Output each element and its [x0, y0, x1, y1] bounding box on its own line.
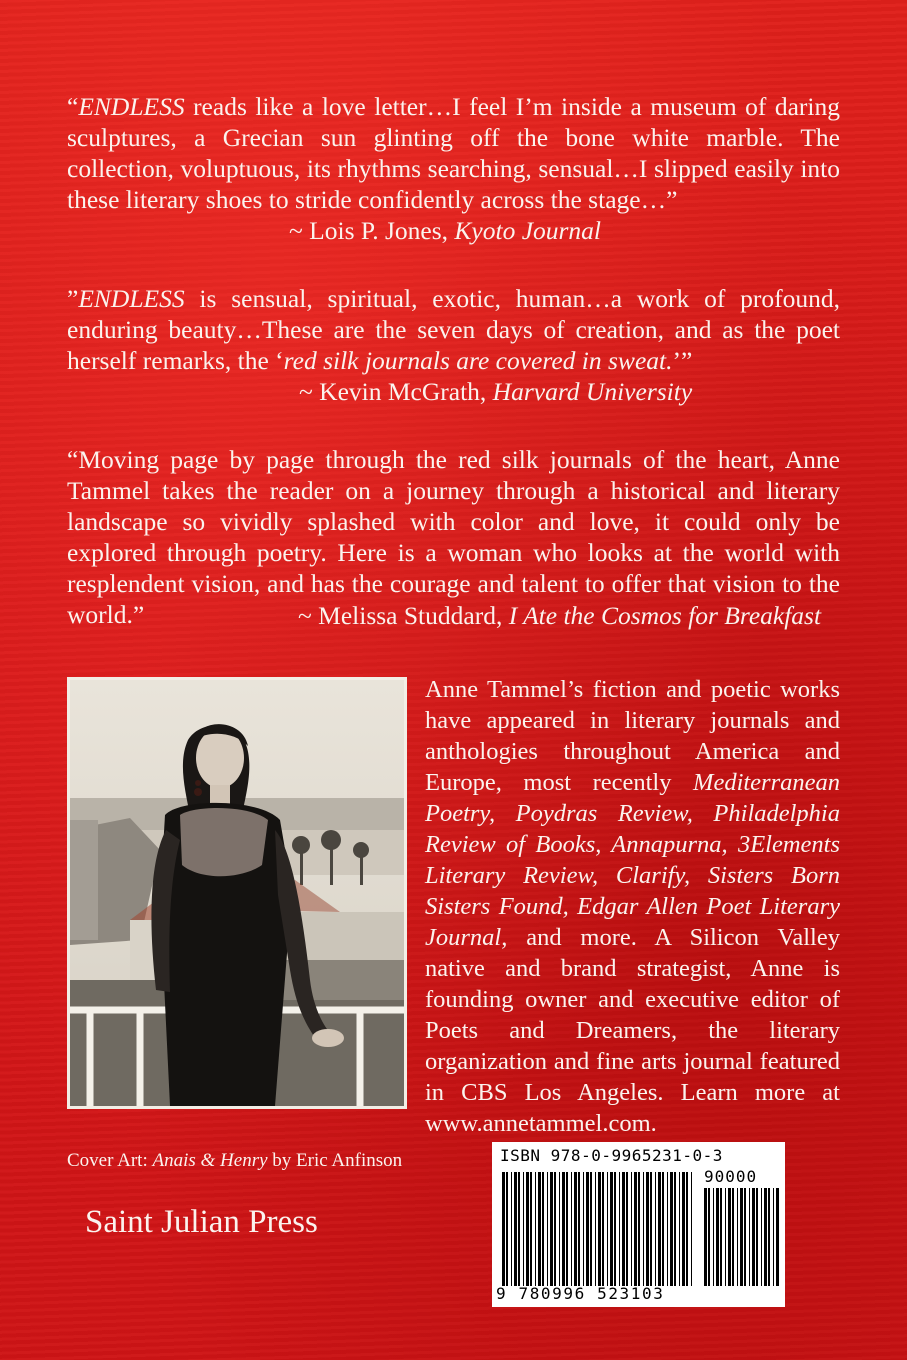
text-run: is sensual, spiritual, exotic, human…a work of profound, enduring beauty…These are the seven days of creation, and as the poet herself remarks, the ‘	[67, 284, 840, 375]
author-bio	[425, 674, 840, 1139]
review-attribution-2: ~ Kevin McGrath, Harvard University	[299, 377, 693, 406]
review-attribution-1: ~ Lois P. Jones, Kyoto Journal	[289, 216, 602, 245]
price-code: 90000	[704, 1167, 758, 1186]
text-run: reads like a love letter…I feel I’m inside a museum of daring sculptures, a Grecian sun glinting off the bone white marble. The collection, voluptuous, its rhythms searching, sensual…I slipped easily into these literary shoes to stride confidently across the stage…”	[67, 92, 840, 214]
review-attribution-3: ~ Melissa Studdard, I Ate the Cosmos for Breakfast	[298, 601, 822, 630]
text-run: ENDLESS	[78, 92, 185, 121]
review-quote-1	[67, 91, 840, 215]
ean-digits: 9 780996 523103	[496, 1284, 665, 1303]
text-run: “	[67, 92, 79, 121]
publisher-name: Saint Julian Press	[85, 1204, 318, 1240]
text-run: ”	[67, 284, 79, 313]
text-run: red silk journals are covered in sweat.	[283, 346, 673, 375]
isbn-barcode	[492, 1142, 785, 1307]
text-run: Anne Tammel’s fiction and poetic works have appeared in literary journals and anthologies throughout America and Europe, most recently	[425, 676, 840, 796]
text-run: Mediterranean Poetry, Poydras Review, Philadelphia Review of Books, Annapurna, 3Elements Literary Review, Clarify, Sisters Born Sisters Found, Edgar Allen Poet Literary Journal,	[425, 769, 840, 951]
text-run: “Moving page by page through the red silk journals of the heart, Anne Tammel takes the reader on a journey through a historical and literary landscape so vividly splashed with color and love, it could only be explored through poetry. Here is a woman who looks at the world with resplendent vision, and has the courage and talent to offer that vision to the world.”	[67, 445, 840, 629]
addon-barcode-bars	[704, 1188, 780, 1286]
review-quote-2	[67, 283, 840, 376]
cover-art-credit: Cover Art: Anais & Henry by Eric Anfinson	[67, 1150, 403, 1171]
isbn-number: ISBN 978-0-9965231-0-3	[500, 1146, 723, 1165]
text-run: ENDLESS	[78, 284, 185, 313]
text-run: and more. A Silicon Valley native and brand strategist, Anne is founding owner and executive editor of Poets and Dreamers, the literary organization and fine arts journal featured in CBS Los Angeles. Learn more at www.annetammel.com.	[425, 924, 840, 1137]
text-run: ’”	[672, 346, 693, 375]
author-photo	[67, 677, 407, 1109]
barcode-bars	[502, 1172, 692, 1286]
